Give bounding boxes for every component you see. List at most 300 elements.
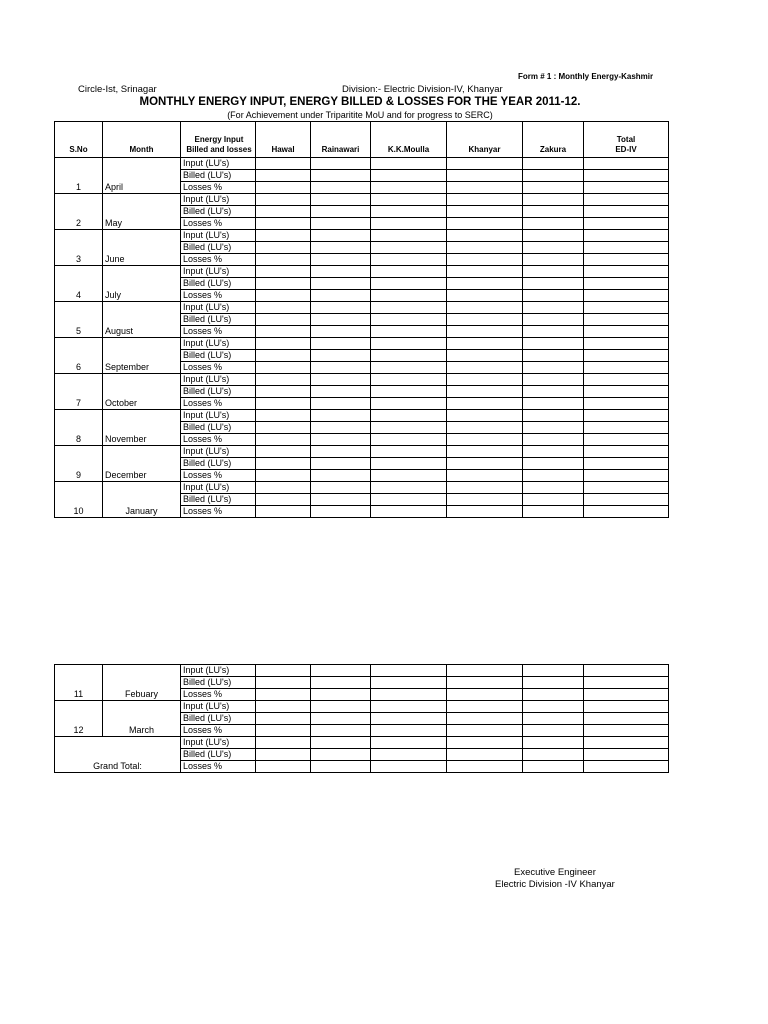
value-cell xyxy=(311,494,371,506)
value-cell xyxy=(523,701,584,713)
row-parameter: Losses % xyxy=(181,761,256,773)
row-parameter: Input (LU's) xyxy=(181,665,256,677)
value-cell xyxy=(447,725,523,737)
table-row xyxy=(55,482,669,494)
value-cell xyxy=(523,458,584,470)
row-parameter: Billed (LU's) xyxy=(181,494,256,506)
value-cell xyxy=(371,434,447,446)
row-parameter: Losses % xyxy=(181,218,256,230)
row-month: January xyxy=(103,482,181,518)
row-sno: 10 xyxy=(55,482,103,518)
value-cell xyxy=(311,374,371,386)
row-sno: 12 xyxy=(55,701,103,737)
row-month: December xyxy=(103,446,181,482)
value-cell xyxy=(584,158,669,170)
value-cell xyxy=(584,482,669,494)
value-cell xyxy=(523,737,584,749)
value-cell xyxy=(584,725,669,737)
value-cell xyxy=(256,713,311,725)
value-cell xyxy=(523,230,584,242)
value-cell xyxy=(447,158,523,170)
row-month: June xyxy=(103,230,181,266)
value-cell xyxy=(371,206,447,218)
energy-table-part-1 xyxy=(54,121,669,518)
row-parameter: Billed (LU's) xyxy=(181,713,256,725)
row-month: July xyxy=(103,266,181,302)
value-cell xyxy=(523,506,584,518)
col-header-hawal: Hawal xyxy=(256,122,311,158)
value-cell xyxy=(311,482,371,494)
value-cell xyxy=(584,677,669,689)
table-body-part-2 xyxy=(55,665,669,773)
value-cell xyxy=(523,314,584,326)
row-parameter: Billed (LU's) xyxy=(181,422,256,434)
value-cell xyxy=(584,230,669,242)
value-cell xyxy=(256,266,311,278)
value-cell xyxy=(584,386,669,398)
value-cell xyxy=(256,494,311,506)
row-parameter: Losses % xyxy=(181,290,256,302)
value-cell xyxy=(584,302,669,314)
value-cell xyxy=(584,254,669,266)
value-cell xyxy=(523,338,584,350)
row-parameter: Input (LU's) xyxy=(181,338,256,350)
row-parameter: Input (LU's) xyxy=(181,158,256,170)
value-cell xyxy=(256,230,311,242)
value-cell xyxy=(311,386,371,398)
row-parameter: Billed (LU's) xyxy=(181,314,256,326)
value-cell xyxy=(584,506,669,518)
value-cell xyxy=(371,410,447,422)
value-cell xyxy=(523,302,584,314)
value-cell xyxy=(256,398,311,410)
value-cell xyxy=(311,362,371,374)
col-header-month: Month xyxy=(103,122,181,158)
value-cell xyxy=(256,386,311,398)
table-row xyxy=(55,194,669,206)
value-cell xyxy=(311,278,371,290)
row-month: April xyxy=(103,158,181,194)
value-cell xyxy=(447,242,523,254)
value-cell xyxy=(447,338,523,350)
value-cell xyxy=(523,278,584,290)
value-cell xyxy=(256,218,311,230)
value-cell xyxy=(256,458,311,470)
signatory-office: Electric Division -IV Khanyar xyxy=(495,879,615,890)
value-cell xyxy=(256,242,311,254)
row-parameter: Losses % xyxy=(181,326,256,338)
value-cell xyxy=(523,326,584,338)
value-cell xyxy=(311,677,371,689)
value-cell xyxy=(371,194,447,206)
value-cell xyxy=(371,158,447,170)
value-cell xyxy=(584,665,669,677)
value-cell xyxy=(523,446,584,458)
value-cell xyxy=(447,170,523,182)
col-header-total xyxy=(584,122,669,158)
value-cell xyxy=(256,302,311,314)
value-cell xyxy=(584,737,669,749)
col-header-rainawari: Rainawari xyxy=(311,122,371,158)
value-cell xyxy=(256,422,311,434)
row-parameter: Losses % xyxy=(181,725,256,737)
value-cell xyxy=(256,665,311,677)
row-sno: 2 xyxy=(55,194,103,230)
value-cell xyxy=(311,713,371,725)
form-number: Form # 1 : Monthly Energy-Kashmir xyxy=(518,72,654,81)
value-cell xyxy=(523,374,584,386)
value-cell xyxy=(447,677,523,689)
value-cell xyxy=(256,482,311,494)
value-cell xyxy=(584,494,669,506)
row-parameter: Billed (LU's) xyxy=(181,206,256,218)
value-cell xyxy=(523,254,584,266)
value-cell xyxy=(311,749,371,761)
signatory-title: Executive Engineer xyxy=(514,867,596,878)
value-cell xyxy=(371,290,447,302)
row-month: September xyxy=(103,338,181,374)
table-row xyxy=(55,374,669,386)
value-cell xyxy=(447,737,523,749)
table-row xyxy=(55,410,669,422)
value-cell xyxy=(584,398,669,410)
report-title: MONTHLY ENERGY INPUT, ENERGY BILLED & LOSSES FOR THE YEAR 2011-12. xyxy=(139,96,581,108)
division-label: Division:- Electric Division-IV, Khanyar xyxy=(342,84,503,95)
value-cell xyxy=(256,701,311,713)
row-parameter: Input (LU's) xyxy=(181,701,256,713)
value-cell xyxy=(371,170,447,182)
row-month: Febuary xyxy=(103,665,181,701)
value-cell xyxy=(584,194,669,206)
value-cell xyxy=(584,182,669,194)
value-cell xyxy=(584,350,669,362)
value-cell xyxy=(523,410,584,422)
grand-total-label: Grand Total: xyxy=(55,737,181,773)
value-cell xyxy=(311,470,371,482)
value-cell xyxy=(523,206,584,218)
value-cell xyxy=(584,470,669,482)
row-parameter: Losses % xyxy=(181,506,256,518)
value-cell xyxy=(523,194,584,206)
value-cell xyxy=(311,206,371,218)
value-cell xyxy=(256,470,311,482)
table-row xyxy=(55,158,669,170)
value-cell xyxy=(311,326,371,338)
value-cell xyxy=(256,326,311,338)
value-cell xyxy=(523,182,584,194)
value-cell xyxy=(584,374,669,386)
value-cell xyxy=(523,725,584,737)
value-cell xyxy=(256,737,311,749)
value-cell xyxy=(371,314,447,326)
value-cell xyxy=(256,206,311,218)
value-cell xyxy=(447,194,523,206)
row-parameter: Losses % xyxy=(181,362,256,374)
row-month: May xyxy=(103,194,181,230)
row-sno: 8 xyxy=(55,410,103,446)
value-cell xyxy=(256,374,311,386)
row-sno: 4 xyxy=(55,266,103,302)
value-cell xyxy=(311,434,371,446)
value-cell xyxy=(523,158,584,170)
value-cell xyxy=(311,266,371,278)
table-row xyxy=(55,665,669,677)
value-cell xyxy=(371,725,447,737)
value-cell xyxy=(256,689,311,701)
value-cell xyxy=(584,422,669,434)
value-cell xyxy=(311,302,371,314)
col-header-energy-line1: Energy Input xyxy=(194,135,244,144)
report-subtitle: (For Achievement under Triparitite MoU and for progress to SERC) xyxy=(227,110,493,120)
row-month: November xyxy=(103,410,181,446)
value-cell xyxy=(311,725,371,737)
value-cell xyxy=(256,254,311,266)
value-cell xyxy=(447,326,523,338)
value-cell xyxy=(371,761,447,773)
value-cell xyxy=(523,482,584,494)
row-parameter: Input (LU's) xyxy=(181,410,256,422)
value-cell xyxy=(371,338,447,350)
row-sno: 5 xyxy=(55,302,103,338)
value-cell xyxy=(447,434,523,446)
row-parameter: Billed (LU's) xyxy=(181,386,256,398)
row-sno: 11 xyxy=(55,665,103,701)
value-cell xyxy=(523,761,584,773)
row-parameter: Billed (LU's) xyxy=(181,278,256,290)
value-cell xyxy=(447,446,523,458)
value-cell xyxy=(584,314,669,326)
value-cell xyxy=(371,665,447,677)
value-cell xyxy=(371,254,447,266)
value-cell xyxy=(447,494,523,506)
value-cell xyxy=(447,266,523,278)
value-cell xyxy=(256,725,311,737)
value-cell xyxy=(256,761,311,773)
value-cell xyxy=(584,458,669,470)
value-cell xyxy=(447,665,523,677)
value-cell xyxy=(523,434,584,446)
row-parameter: Input (LU's) xyxy=(181,446,256,458)
value-cell xyxy=(584,338,669,350)
value-cell xyxy=(584,290,669,302)
value-cell xyxy=(371,422,447,434)
value-cell xyxy=(447,362,523,374)
value-cell xyxy=(447,749,523,761)
value-cell xyxy=(584,218,669,230)
value-cell xyxy=(447,458,523,470)
value-cell xyxy=(311,254,371,266)
value-cell xyxy=(311,422,371,434)
value-cell xyxy=(584,761,669,773)
row-parameter: Input (LU's) xyxy=(181,194,256,206)
value-cell xyxy=(256,158,311,170)
value-cell xyxy=(371,266,447,278)
col-header-energy xyxy=(181,122,256,158)
value-cell xyxy=(584,206,669,218)
value-cell xyxy=(523,398,584,410)
energy-table-part-2 xyxy=(54,664,669,773)
value-cell xyxy=(371,218,447,230)
value-cell xyxy=(311,701,371,713)
table-row xyxy=(55,302,669,314)
value-cell xyxy=(311,410,371,422)
row-parameter: Billed (LU's) xyxy=(181,677,256,689)
col-header-kk-moulla: K.K.Moulla xyxy=(371,122,447,158)
table-row xyxy=(55,230,669,242)
value-cell xyxy=(584,278,669,290)
row-sno: 1 xyxy=(55,158,103,194)
value-cell xyxy=(371,689,447,701)
value-cell xyxy=(447,374,523,386)
col-header-total-line2: ED-IV xyxy=(615,145,637,154)
value-cell xyxy=(584,701,669,713)
value-cell xyxy=(256,194,311,206)
value-cell xyxy=(447,482,523,494)
value-cell xyxy=(371,278,447,290)
value-cell xyxy=(256,290,311,302)
value-cell xyxy=(371,494,447,506)
value-cell xyxy=(311,689,371,701)
value-cell xyxy=(311,506,371,518)
value-cell xyxy=(447,386,523,398)
value-cell xyxy=(371,362,447,374)
value-cell xyxy=(371,713,447,725)
value-cell xyxy=(523,470,584,482)
value-cell xyxy=(447,290,523,302)
value-cell xyxy=(256,749,311,761)
row-parameter: Billed (LU's) xyxy=(181,350,256,362)
value-cell xyxy=(584,434,669,446)
value-cell xyxy=(311,350,371,362)
value-cell xyxy=(311,182,371,194)
value-cell xyxy=(523,350,584,362)
value-cell xyxy=(447,701,523,713)
col-header-sno: S.No xyxy=(55,122,103,158)
value-cell xyxy=(523,290,584,302)
value-cell xyxy=(311,761,371,773)
value-cell xyxy=(447,314,523,326)
value-cell xyxy=(584,689,669,701)
value-cell xyxy=(371,398,447,410)
value-cell xyxy=(311,398,371,410)
value-cell xyxy=(523,422,584,434)
value-cell xyxy=(584,242,669,254)
row-parameter: Input (LU's) xyxy=(181,302,256,314)
value-cell xyxy=(256,446,311,458)
value-cell xyxy=(523,266,584,278)
row-parameter: Input (LU's) xyxy=(181,482,256,494)
value-cell xyxy=(311,218,371,230)
value-cell xyxy=(371,230,447,242)
value-cell xyxy=(584,446,669,458)
value-cell xyxy=(447,206,523,218)
value-cell xyxy=(371,458,447,470)
value-cell xyxy=(523,386,584,398)
value-cell xyxy=(371,506,447,518)
value-cell xyxy=(447,398,523,410)
value-cell xyxy=(523,749,584,761)
value-cell xyxy=(371,701,447,713)
table-row xyxy=(55,266,669,278)
table-body-part-1 xyxy=(55,158,669,518)
row-parameter: Losses % xyxy=(181,689,256,701)
col-header-zakura: Zakura xyxy=(523,122,584,158)
value-cell xyxy=(256,182,311,194)
circle-label: Circle-Ist, Srinagar xyxy=(78,84,157,95)
value-cell xyxy=(311,158,371,170)
value-cell xyxy=(447,713,523,725)
value-cell xyxy=(447,182,523,194)
value-cell xyxy=(447,278,523,290)
value-cell xyxy=(371,470,447,482)
value-cell xyxy=(523,170,584,182)
value-cell xyxy=(523,713,584,725)
table-row xyxy=(55,446,669,458)
row-parameter: Losses % xyxy=(181,182,256,194)
value-cell xyxy=(523,362,584,374)
value-cell xyxy=(256,677,311,689)
value-cell xyxy=(311,446,371,458)
value-cell xyxy=(311,242,371,254)
value-cell xyxy=(447,302,523,314)
value-cell xyxy=(447,506,523,518)
value-cell xyxy=(311,665,371,677)
value-cell xyxy=(311,194,371,206)
value-cell xyxy=(447,422,523,434)
value-cell xyxy=(447,689,523,701)
value-cell xyxy=(256,434,311,446)
value-cell xyxy=(523,689,584,701)
col-header-energy-line2: Billed and losses xyxy=(186,145,252,154)
value-cell xyxy=(447,761,523,773)
value-cell xyxy=(447,470,523,482)
value-cell xyxy=(371,374,447,386)
row-parameter: Input (LU's) xyxy=(181,374,256,386)
value-cell xyxy=(523,494,584,506)
value-cell xyxy=(311,170,371,182)
value-cell xyxy=(584,749,669,761)
value-cell xyxy=(371,749,447,761)
value-cell xyxy=(256,362,311,374)
row-parameter: Losses % xyxy=(181,254,256,266)
row-sno: 7 xyxy=(55,374,103,410)
value-cell xyxy=(311,458,371,470)
value-cell xyxy=(371,182,447,194)
value-cell xyxy=(256,350,311,362)
row-parameter: Billed (LU's) xyxy=(181,170,256,182)
table-row xyxy=(55,701,669,713)
value-cell xyxy=(371,737,447,749)
row-sno: 6 xyxy=(55,338,103,374)
value-cell xyxy=(371,677,447,689)
value-cell xyxy=(311,737,371,749)
col-header-khanyar: Khanyar xyxy=(447,122,523,158)
value-cell xyxy=(311,230,371,242)
value-cell xyxy=(523,218,584,230)
value-cell xyxy=(311,290,371,302)
col-header-total-line1: Total xyxy=(616,135,636,144)
value-cell xyxy=(371,386,447,398)
row-parameter: Losses % xyxy=(181,470,256,482)
value-cell xyxy=(523,665,584,677)
value-cell xyxy=(584,410,669,422)
value-cell xyxy=(256,278,311,290)
value-cell xyxy=(371,350,447,362)
row-month: October xyxy=(103,374,181,410)
value-cell xyxy=(447,218,523,230)
table-header-row xyxy=(55,122,669,158)
row-parameter: Input (LU's) xyxy=(181,266,256,278)
